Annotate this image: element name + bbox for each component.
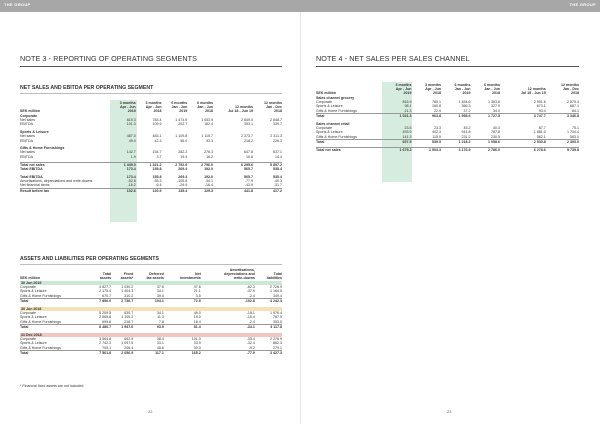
value-cell: 780.1 — [432, 100, 441, 105]
value-cell: 129.3 — [187, 188, 213, 193]
row-label: Sales channel grocery — [316, 95, 355, 100]
value-cell: -31.7 — [273, 183, 282, 188]
value-cell: 3 176.9 — [441, 148, 471, 153]
value-cell: 75.1 — [572, 126, 579, 131]
unit-label: SEK million — [20, 109, 40, 114]
note4-title-rule — [316, 66, 579, 67]
value-cell: 819.3 — [126, 118, 136, 123]
value-cell: 192.0 — [204, 174, 214, 179]
value-cell: 45.2 — [463, 126, 471, 131]
value-cell: 19.4 — [180, 154, 188, 159]
value-cell: 34.0 — [493, 108, 500, 113]
spacer-cell — [20, 356, 282, 359]
value-cell: 202.7 — [178, 122, 188, 127]
row-label: Net sales — [20, 150, 35, 155]
value-cell: 647.8 — [244, 150, 253, 155]
value-cell: 5 897.2 — [253, 162, 282, 167]
value-cell: -102.8 — [201, 299, 255, 304]
row-label: Total — [316, 114, 382, 119]
value-cell: 23.3 — [434, 126, 441, 131]
value-cell: 493.9 — [402, 130, 412, 135]
row-label: Total — [20, 299, 90, 304]
value-cell: 14.4 — [275, 154, 282, 159]
row-label: Sports & Leisure — [316, 130, 343, 135]
row-label: EBITDA — [20, 138, 33, 143]
value-cell: 535.4 — [273, 167, 282, 172]
value-cell: 2 530.8 — [500, 140, 546, 145]
value-cell: -35.3 — [153, 178, 162, 183]
row-label: Sports & Leisure — [20, 129, 49, 134]
assets-table — [20, 268, 282, 359]
value-cell: 30.3 — [193, 345, 201, 350]
column-header: 6 months Jan - Jun 2019 — [454, 83, 471, 96]
value-cell: 276.3 — [204, 150, 214, 155]
value-cell: 1 404.3 — [121, 289, 134, 294]
row-label: Corporate — [20, 337, 36, 342]
value-cell: 2 393.0 — [546, 140, 579, 145]
note4-title: NOTE 4 - NET SALES PER SALES CHANNEL — [316, 54, 470, 63]
column-header: Net investments — [179, 272, 201, 281]
value-cell: 687.1 — [570, 104, 579, 109]
value-cell: 182.4 — [204, 122, 214, 127]
value-cell: 2 311.3 — [270, 134, 282, 139]
value-cell: 117.1 — [133, 351, 164, 356]
page-number-right: 23 — [447, 409, 452, 414]
column-header: 6 months Jan - Jun 2018 — [197, 101, 214, 114]
value-cell: 1 115.7 — [201, 134, 214, 139]
value-cell: 2 875.4 — [567, 100, 579, 105]
row-label: Total net sales — [20, 162, 110, 167]
value-cell: 173.4 — [126, 167, 136, 172]
page-divider — [300, 12, 301, 424]
value-cell: 8 480.7 — [90, 325, 111, 330]
assets-section-title: ASSETS AND LIABILITIES PER OPERATING SEGMENTS — [20, 256, 159, 262]
unit-label: SEK million — [316, 91, 336, 96]
unit-label: SEK million — [20, 276, 40, 281]
value-cell: 72.9 — [164, 299, 201, 304]
value-cell: 2 738.7 — [111, 299, 133, 304]
column-header: Total assets — [99, 272, 112, 281]
value-cell: 135.4 — [162, 188, 188, 193]
row-label: Sports & Leisure — [316, 104, 343, 109]
value-cell: 155.8 — [152, 174, 162, 179]
value-cell: 583.0 — [570, 134, 579, 139]
value-cell: 1 976.4 — [270, 311, 282, 316]
row-label: Gifts & Home Furnishings — [20, 345, 61, 350]
column-header: 6 months Jan - Jun 2019 — [171, 101, 188, 114]
value-cell: 7 561.8 — [90, 351, 111, 356]
value-cell: -6.4 — [155, 183, 162, 188]
value-cell: 670.7 — [102, 293, 112, 298]
row-label: Gifts & Home Furnishings — [20, 146, 65, 151]
header-row — [20, 268, 282, 281]
value-cell: -77.9 — [201, 351, 255, 356]
value-cell: 142.7 — [126, 150, 136, 155]
value-cell: 2 742.3 — [99, 341, 112, 346]
value-cell: 155.8 — [152, 167, 162, 172]
value-cell: 11.3 — [157, 315, 164, 320]
value-cell: 3 747.7 — [500, 114, 546, 119]
value-cell: 5 209.5 — [99, 311, 112, 316]
value-cell: 101.0 — [191, 337, 201, 342]
value-cell: 10.6 — [246, 154, 253, 159]
value-cell: 231.2 — [461, 134, 471, 139]
value-cell: -15.4 — [246, 315, 255, 320]
value-cell: 1 679.2 — [382, 148, 412, 153]
value-cell: 2 175.4 — [99, 289, 112, 294]
value-cell: 1 058.6 — [471, 140, 501, 145]
value-cell: 93.3 — [206, 138, 214, 143]
row-label: Total EBITDA — [20, 174, 43, 179]
value-cell: -9.2 — [248, 345, 255, 350]
value-cell: 783.4 — [152, 118, 162, 123]
value-cell: 282.2 — [178, 150, 188, 155]
assets-footnote: * Financial fixed assets are not included — [20, 384, 84, 388]
value-cell: 1 449.0 — [110, 162, 136, 167]
row-label: Corporate — [20, 113, 38, 118]
value-cell: 49.0 — [193, 311, 201, 316]
value-cell: 160.8 — [432, 104, 441, 109]
channel-table — [316, 83, 579, 153]
value-cell: 93.4 — [538, 108, 546, 113]
value-cell: 173.4 — [126, 174, 136, 179]
value-cell: 441.8 — [213, 188, 253, 193]
value-cell: 2 565.8 — [99, 315, 112, 320]
value-cell: 218.7 — [124, 319, 134, 324]
value-cell: -2.4 — [248, 319, 255, 324]
row-label: Net financial items — [20, 183, 50, 188]
value-cell: 635.7 — [124, 311, 134, 316]
value-cell: 417.2 — [253, 188, 282, 193]
value-cell: 366.3 — [461, 104, 471, 109]
value-cell: 657.9 — [382, 140, 412, 145]
value-cell: 816.9 — [402, 100, 412, 105]
period-band: 30 Jun 2019 — [20, 281, 282, 285]
row-label: Sports & Leisure — [20, 289, 47, 294]
value-cell: 3 427.3 — [255, 351, 282, 356]
column-header: 12 months Jan - Dec 2018 — [264, 101, 282, 114]
value-cell: 98.1 — [404, 104, 412, 109]
value-cell: 115.9 — [432, 134, 441, 139]
value-cell: 2 792.9 — [162, 162, 188, 167]
value-cell: 120.9 — [136, 188, 162, 193]
value-cell: 692.9 — [124, 337, 134, 342]
value-cell: 941.8 — [461, 130, 471, 135]
value-cell: 218.2 — [244, 138, 253, 143]
row-label: Result before tax — [20, 188, 110, 193]
row-label: Net sales — [20, 134, 35, 139]
table-row — [316, 148, 579, 153]
value-cell: 5 739.8 — [546, 148, 579, 153]
value-cell: 1 474.9 — [175, 118, 188, 123]
value-cell: 34.1 — [156, 289, 164, 294]
row-label: Corporate — [316, 126, 332, 131]
row-label: Sales channel retail — [316, 121, 350, 126]
value-cell: 339.7 — [273, 122, 282, 127]
value-cell: -29.9 — [179, 183, 188, 188]
spacer-row — [20, 356, 282, 359]
value-cell: -62.3 — [246, 285, 255, 290]
value-cell: 2 726.9 — [270, 285, 282, 290]
column-header: Total liabilities — [266, 272, 282, 281]
value-cell: 2 056.9 — [111, 351, 133, 356]
value-cell: -16.4 — [204, 183, 214, 188]
value-cell: 349.4 — [273, 293, 282, 298]
value-cell: -35.4 — [246, 337, 255, 342]
value-cell: 87.7 — [538, 126, 546, 131]
row-label: Sports & Leisure — [20, 341, 47, 346]
value-cell: 21.3 — [404, 108, 412, 113]
value-cell: 353.1 — [244, 122, 253, 127]
segment-table — [20, 101, 282, 193]
column-header: 3 months Apr - Jun 2019 — [119, 101, 136, 114]
value-cell: -105.8 — [177, 178, 188, 183]
value-cell: 109.9 — [152, 122, 162, 127]
value-cell: 483.1 — [152, 134, 162, 139]
value-cell: 539.5 — [412, 140, 442, 145]
value-cell: 19.0 — [193, 315, 201, 320]
value-cell: 565.7 — [244, 174, 253, 179]
value-cell: 787.8 — [491, 130, 500, 135]
value-cell: 2 991.6 — [533, 100, 546, 105]
value-cell: 6 278.6 — [500, 148, 546, 153]
page-number-left: 22 — [148, 409, 153, 414]
header-tag-right: THE GROUP — [569, 2, 596, 7]
value-cell: 2 849.0 — [241, 118, 253, 123]
value-cell: 154.7 — [152, 150, 162, 155]
note3-title: NOTE 3 - REPORTING OF OPERATING SEGMENTS — [20, 54, 198, 63]
value-cell: 1 109.8 — [175, 134, 188, 139]
value-cell: 206.4 — [124, 345, 134, 350]
note3-title-rule — [20, 66, 282, 67]
value-cell: 3 346.8 — [546, 114, 579, 119]
value-cell: 1 105.2 — [121, 315, 134, 320]
value-cell: 1 503.3 — [412, 148, 442, 153]
value-cell: 487.0 — [126, 134, 136, 139]
value-cell: 84.1 — [572, 108, 579, 113]
row-label: EBITDA — [20, 154, 33, 159]
value-cell: 963.8 — [412, 114, 442, 119]
value-cell: 7.8 — [158, 319, 164, 324]
value-cell: 2 786.0 — [471, 148, 501, 153]
value-cell: 104.1 — [133, 299, 164, 304]
value-cell: 38.4 — [156, 337, 164, 342]
value-cell: -2.4 — [248, 293, 255, 298]
value-cell: 1 164.0 — [270, 289, 282, 294]
value-cell: 34.1 — [156, 311, 164, 316]
header-tag-left: THE GROUP — [4, 2, 31, 7]
value-cell: 49.0 — [128, 138, 136, 143]
column-header: 12 months Jul 18 - Jun 19 — [520, 87, 546, 96]
value-cell: 42.3 — [154, 138, 162, 143]
value-cell: 1.9 — [130, 154, 136, 159]
value-cell: 535.4 — [273, 174, 282, 179]
value-cell: 230.5 — [491, 134, 500, 139]
header-row — [316, 83, 579, 96]
row-label: Corporate — [20, 311, 36, 316]
value-cell: 3 117.8 — [255, 325, 282, 330]
row-label: EBITDA — [20, 122, 33, 127]
value-cell: 862.3 — [273, 341, 282, 346]
value-cell: 16.2 — [206, 154, 214, 159]
row-label: Gifts & Home Furnishings — [316, 108, 357, 113]
row-label: Corporate — [316, 100, 332, 105]
value-cell: 3.7 — [156, 154, 162, 159]
value-cell: 673.1 — [536, 104, 546, 109]
value-cell: 705.1 — [102, 345, 112, 350]
value-cell: 2 848.7 — [270, 118, 282, 123]
column-header: Amortisations, depreciations and write-downs — [224, 268, 255, 281]
value-cell: 165.2 — [164, 351, 201, 356]
segment-section-rule — [20, 93, 282, 94]
value-cell: 699.8 — [102, 319, 112, 324]
value-cell: 1 727.5 — [471, 114, 501, 119]
value-cell: -52.8 — [127, 178, 136, 183]
column-header: 12 months Jul 18 - Jun 19 — [228, 105, 253, 114]
row-label: Gifts & Home Furnishings — [20, 293, 61, 298]
table-row — [20, 188, 282, 193]
value-cell: 787.9 — [273, 315, 282, 320]
value-cell: 4 827.7 — [99, 285, 112, 290]
column-header: 12 months Jan - Dec 2018 — [561, 83, 579, 96]
segment-section-title: NET SALES AND EBITDA PER OPERATING SEGMENT — [20, 85, 154, 91]
value-cell: 40.3 — [493, 126, 500, 131]
column-header: 3 months Apr - Jun 2018 — [145, 101, 162, 114]
assets-section-rule — [20, 264, 282, 265]
row-label: Total — [20, 325, 90, 330]
column-header: Fixed assets* — [120, 272, 134, 281]
row-label: Total — [316, 140, 382, 145]
period-band: 30 Jun 2018 — [20, 307, 282, 311]
value-cell: 3 564.8 — [99, 337, 112, 342]
period-band: 31 Dec 2018 — [20, 333, 282, 337]
value-cell: 353.5 — [273, 319, 282, 324]
value-cell: 93.9 — [133, 325, 164, 330]
value-cell: 6 295.6 — [213, 162, 253, 167]
row-label: Total — [20, 351, 90, 356]
value-cell: 192.0 — [204, 167, 214, 172]
value-cell: -34.1 — [204, 178, 214, 183]
value-cell: 1 321.2 — [136, 162, 162, 167]
value-cell: 37.6 — [156, 285, 164, 290]
value-cell: -18.1 — [246, 311, 255, 316]
value-cell: 4 242.3 — [255, 299, 282, 304]
column-header: 3 months Apr - Jun 2018 — [425, 83, 441, 96]
row-label: Total EBITDA — [20, 167, 43, 172]
value-cell: 310.2 — [124, 293, 134, 298]
value-cell: 279.1 — [273, 345, 282, 350]
value-cell: 402.3 — [432, 130, 441, 135]
value-cell: 269.4 — [178, 167, 188, 172]
value-cell: 637.1 — [273, 150, 282, 155]
row-label: Corporate — [20, 285, 36, 290]
column-header: 6 months Jan - Jun 2018 — [484, 83, 500, 96]
value-cell: 47.6 — [193, 285, 201, 290]
value-cell: 1 947.6 — [111, 325, 133, 330]
value-cell: 45.6 — [156, 345, 164, 350]
value-cell: 1 021.3 — [382, 114, 412, 119]
row-label: Sports & Leisure — [20, 315, 47, 320]
value-cell: 18.4 — [193, 319, 201, 324]
value-cell: 7 856.0 — [90, 299, 111, 304]
value-cell: 1 218.2 — [441, 140, 471, 145]
value-cell: 2 373.7 — [241, 134, 253, 139]
value-cell: -40.3 — [273, 178, 282, 183]
value-cell: 1 958.6 — [441, 114, 471, 119]
value-cell: 3.5 — [195, 293, 201, 298]
value-cell: 37.2 — [463, 108, 471, 113]
value-cell: 565.7 — [244, 167, 253, 172]
value-cell: 1 453.9 — [201, 118, 214, 123]
header-row — [20, 101, 282, 114]
row-label: Gifts & Home Furnishings — [20, 319, 61, 324]
value-cell: 39.4 — [156, 293, 164, 298]
value-cell: 33.9 — [193, 341, 201, 346]
value-cell: 141.3 — [402, 134, 412, 139]
value-cell: 81.4 — [164, 325, 201, 330]
value-cell: -34.1 — [201, 325, 255, 330]
value-cell: 21.1 — [193, 289, 201, 294]
value-cell: -32.4 — [246, 341, 255, 346]
column-header: Deferred tax assets — [146, 272, 164, 281]
value-cell: -37.9 — [246, 289, 255, 294]
value-cell: 1 097.5 — [121, 341, 134, 346]
value-cell: 1 454.6 — [458, 100, 471, 105]
value-cell: 226.3 — [273, 138, 282, 143]
value-cell: 101.3 — [126, 122, 136, 127]
value-cell: -43.9 — [244, 183, 253, 188]
value-cell: 33.1 — [156, 341, 164, 346]
value-cell: 1 881.0 — [533, 130, 546, 135]
value-cell: 1 734.4 — [567, 130, 579, 135]
value-cell: 102.6 — [110, 188, 136, 193]
column-header: 3 months Apr - Jun 2019 — [395, 83, 412, 96]
row-label: Amortisations, depreciations and write-downs — [20, 178, 93, 183]
value-cell: 1 363.6 — [488, 100, 500, 105]
value-cell: 22.9 — [434, 108, 441, 113]
row-label: Net sales — [20, 118, 35, 123]
header-bar — [0, 0, 600, 12]
row-label: Gifts & Home Furnishings — [316, 134, 357, 139]
row-label: Total net sales — [316, 148, 382, 153]
value-cell: 2 278.9 — [270, 337, 282, 342]
value-cell: 23.5 — [404, 126, 412, 131]
value-cell: 2 796.0 — [187, 162, 213, 167]
value-cell: 269.4 — [178, 174, 188, 179]
value-cell: 562.1 — [536, 134, 546, 139]
value-cell: 96.0 — [180, 138, 188, 143]
value-cell: -16.2 — [127, 183, 136, 188]
value-cell: 1 030.2 — [121, 285, 134, 290]
value-cell: 327.9 — [491, 104, 500, 109]
value-cell: -77.9 — [244, 178, 253, 183]
